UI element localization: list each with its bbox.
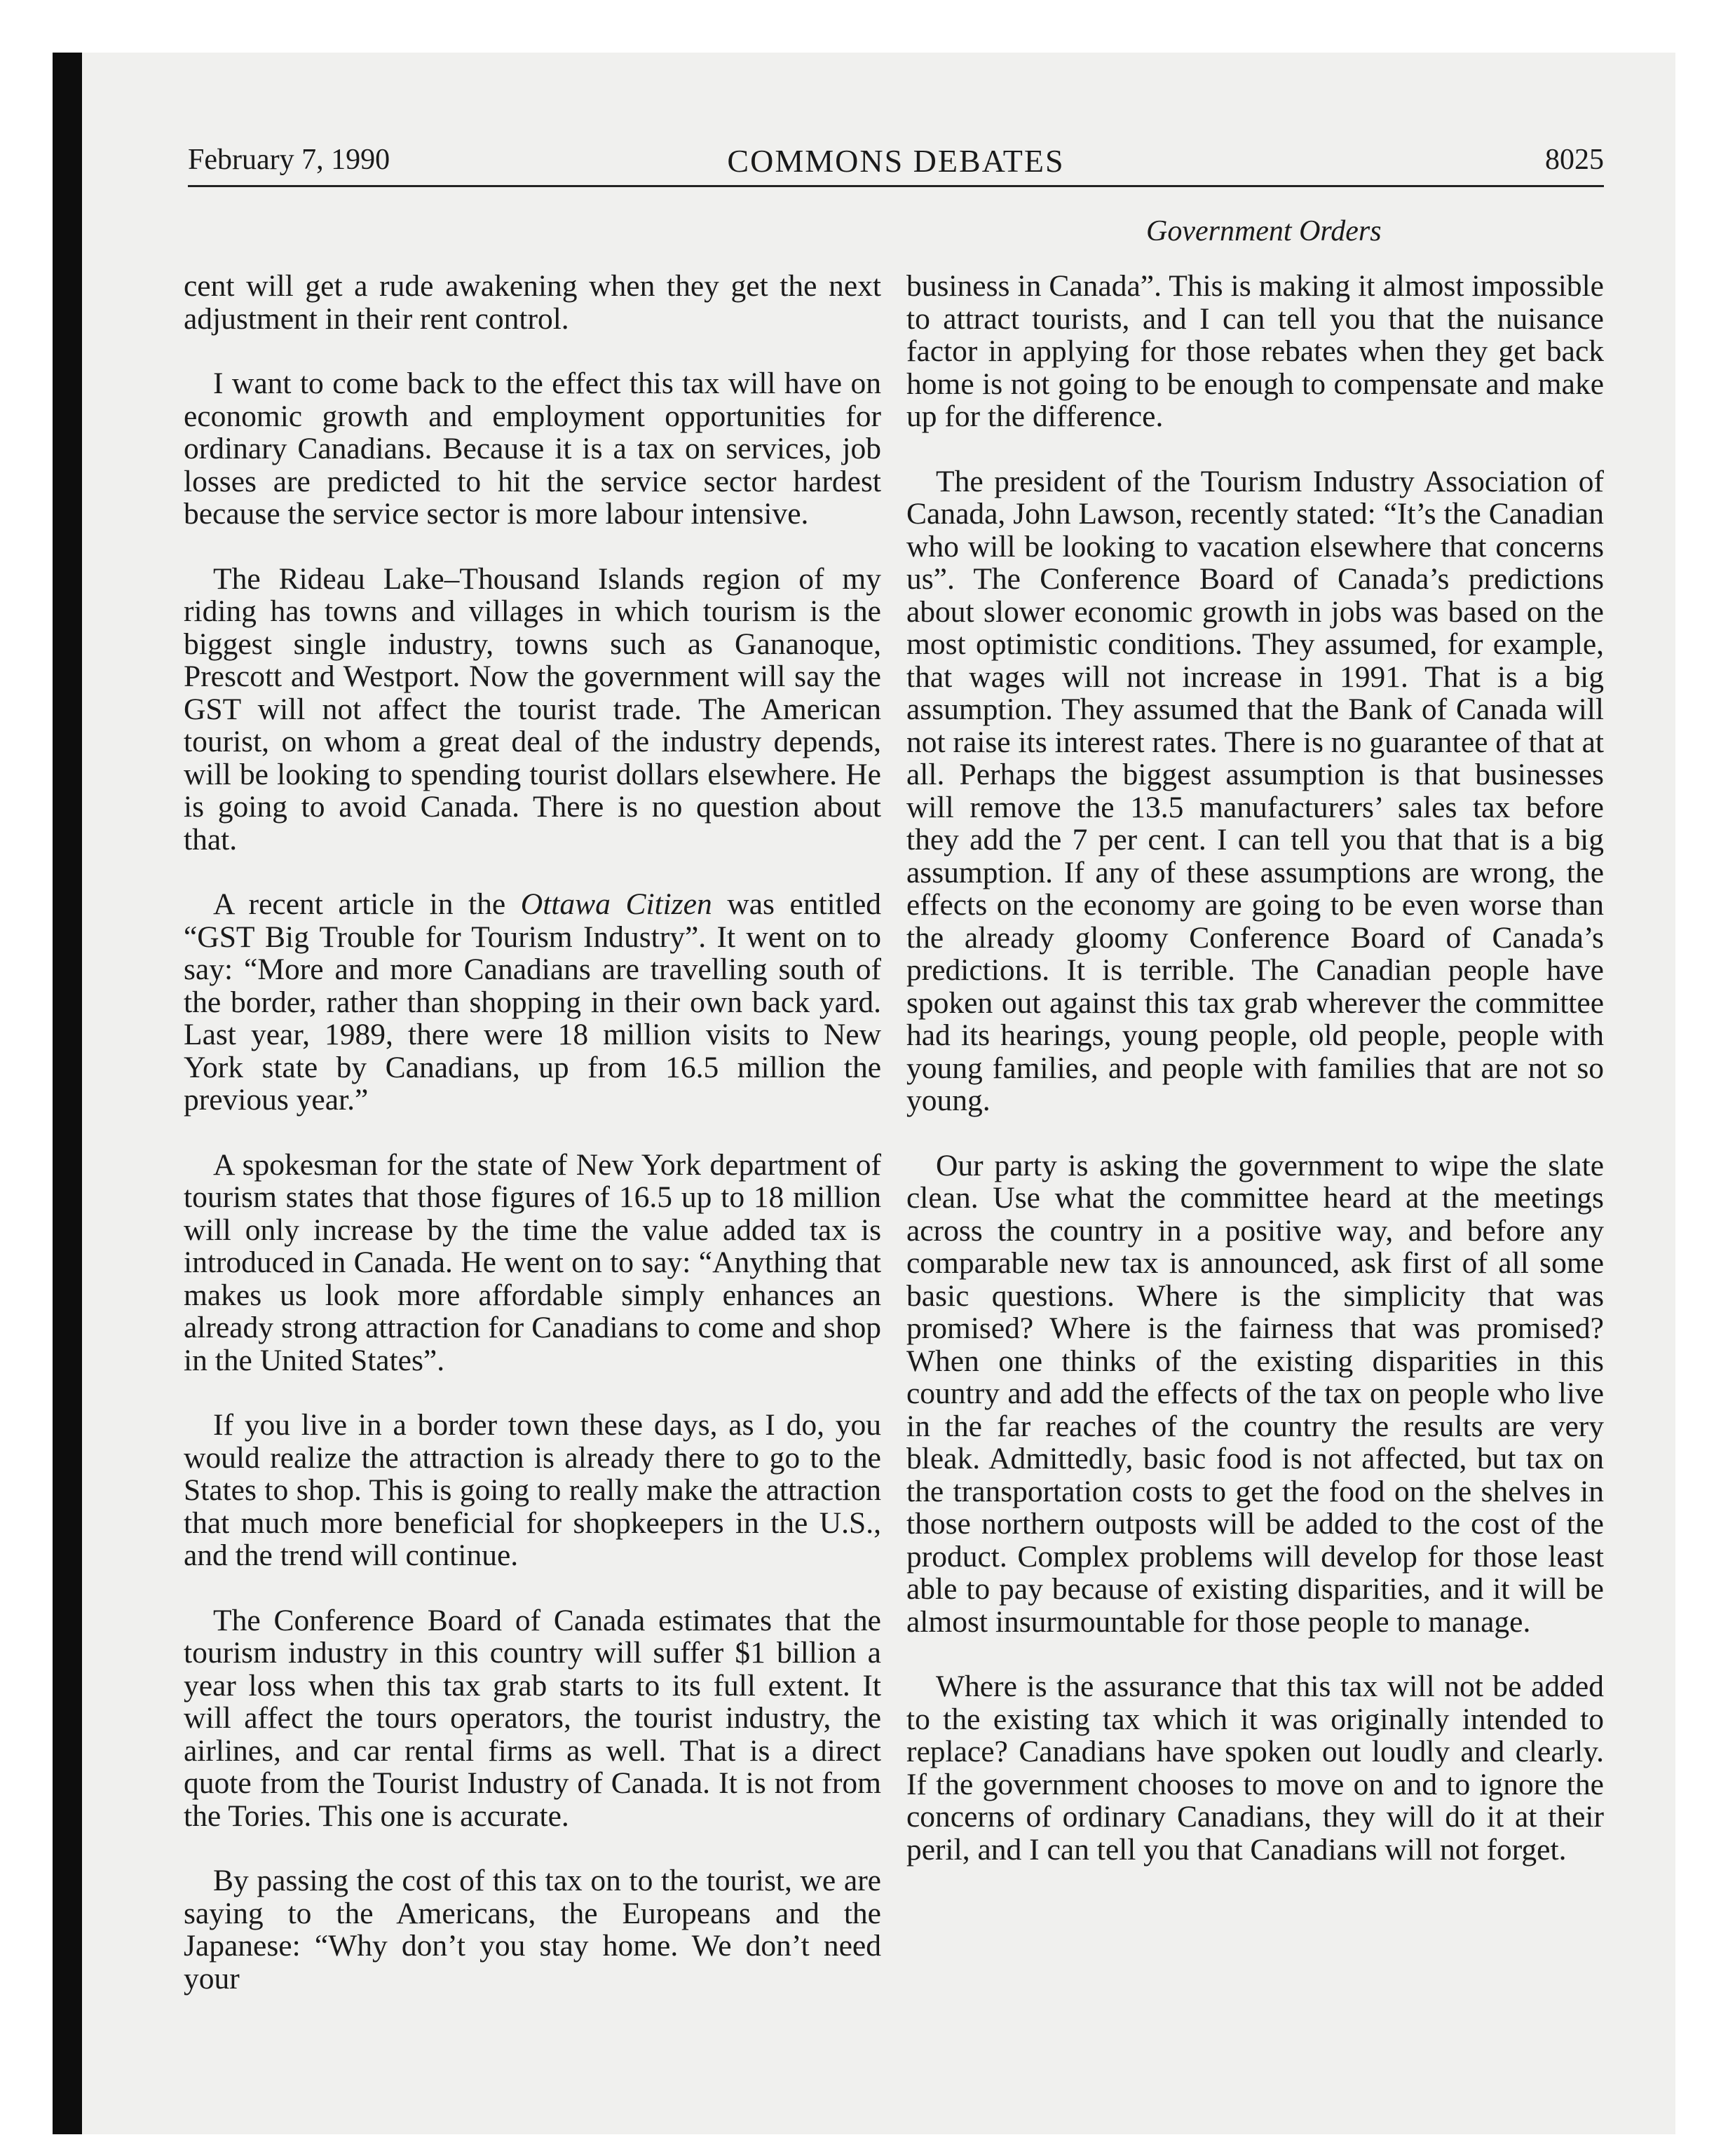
paragraph: The Conference Board of Canada estimates that the tourism industry in this country will suffer $1 billion a year loss when this tax grab starts to its full extent. It will affect the tours operators, the tourist industry, the airlines, and car rental firms as well. That is a direct quote from the Tourist Industry of Canada. It is not from the Tories. This one is accurate. — [184, 1603, 881, 1833]
paragraph-text: A recent article in the — [213, 887, 521, 921]
paragraph: Where is the assurance that this tax will not be added to the existing tax which it was originally intended to replace? Canadians have spoken out loudly and clearly. If the government chooses to move on and to ignore the concerns of ordinary Canadians, they will do it at their peril, and I can tell you that Canadians will not forget. — [906, 1670, 1604, 1867]
header-date: February 7, 1990 — [188, 144, 390, 176]
paragraph: The Rideau Lake–Thousand Islands region of my riding has towns and villages in which tourism is the biggest single industry, towns such as Gananoque, Prescott and Westport. Now the government will say the GST will not affect the tourist trade. The American tourist, on whom a great deal of the industry depends, will be looking to spending tourist dollars elsewhere. He is going to avoid Canada. There is no question about that. — [184, 561, 881, 857]
paragraph: cent will get a rude awakening when they get the next adjustment in their rent control. — [184, 269, 881, 336]
paragraph: A spokesman for the state of New York department of tourism states that those figures of 16.5 up to 18 million will only increase by the time the value added tax is introduced in Canada. He went on to say: “Anything that makes us look more affordable simply enhances an already strong attraction for Canadians to come and shop in the United States”. — [184, 1147, 881, 1377]
paragraph — [184, 888, 881, 1117]
paragraph: I want to come back to the effect this tax will have on economic growth and employment opportunities for ordinary Canadians. Because it is a tax on services, job losses are predicted to hit the service sector hardest because the service sector is more labour intensive. — [184, 367, 881, 531]
left-column — [184, 270, 881, 2027]
paragraph-text: was entitled “GST Big Trouble for Tourism Industry”. It went on to say: “More and more Canadians are travelling south of the border, rather than shopping in their own back yard. Last year, 1989, there were 18 million visits to New York state by Canadians, up from 16.5 million the previous year.” — [184, 887, 881, 1117]
right-column — [906, 270, 1604, 1898]
header-title: COMMONS DEBATES — [727, 143, 1065, 179]
section-label: Government Orders — [1146, 215, 1382, 247]
paragraph: The president of the Tourism Industry Association of Canada, John Lawson, recently stated: “It’s the Canadian who will be looking to vacation elsewhere that concerns us”. The Conference Board of Canada’s predictions about slower economic growth in jobs was based on the most optimistic conditions. They assumed, for example, that wages will not increase in 1991. That is a big assumption. They assumed that the Bank of Canada will not raise its interest rates. There is no guarantee of that at all. Perhaps the biggest assumption is that businesses will remove the 13.5 manufacturers’ sales tax before they add the 7 per cent. I can tell you that that is a big assumption. If any of these assumptions are wrong, the effects on the economy are going to be even worse than the already gloomy Conference Board of Canada’s predictions. It is terrible. The Canadian people have spoken out against this tax grab wherever the committee had its hearings, young people, old people, people with young families, and people with families that are not so young. — [906, 464, 1604, 1117]
scan-edge-bar — [53, 53, 82, 2134]
paragraph: Our party is asking the government to wipe the slate clean. Use what the committee heard at the meetings across the country in a positive way, and before any comparable new tax is announced, ask first of all some basic questions. Where is the simplicity that was promised? Where is the fairness that was promised? When one thinks of the existing disparities in this country and add the effects of the tax on people who live in the far reaches of the country the results are very bleak. Admittedly, basic food is not affected, but tax on the transportation costs to get the food on the shelves in those northern outposts will be added to the cost of the product. Complex problems will develop for those least able to pay because of existing disparities, and it will be almost insurmountable for those people to manage. — [906, 1148, 1604, 1639]
header-page-number: 8025 — [1545, 144, 1604, 176]
paragraph: By passing the cost of this tax on to the tourist, we are saying to the Americans, the Europeans and the Japanese: “Why don’t you stay home. We don’t need your — [184, 1864, 881, 1995]
page-header — [188, 135, 1604, 187]
paragraph: If you live in a border town these days, as I do, you would realize the attraction is already there to go to the States to shop. This is going to really make the attraction that much more beneficial for shopkeepers in the U.S., and the trend will continue. — [184, 1408, 881, 1572]
paragraph: business in Canada”. This is making it almost impossible to attract tourists, and I can tell you that the nuisance factor in applying for those rebates when they get back home is not going to be enough to compensate and make up for the difference. — [906, 269, 1604, 433]
publication-title: Ottawa Citizen — [520, 887, 712, 921]
